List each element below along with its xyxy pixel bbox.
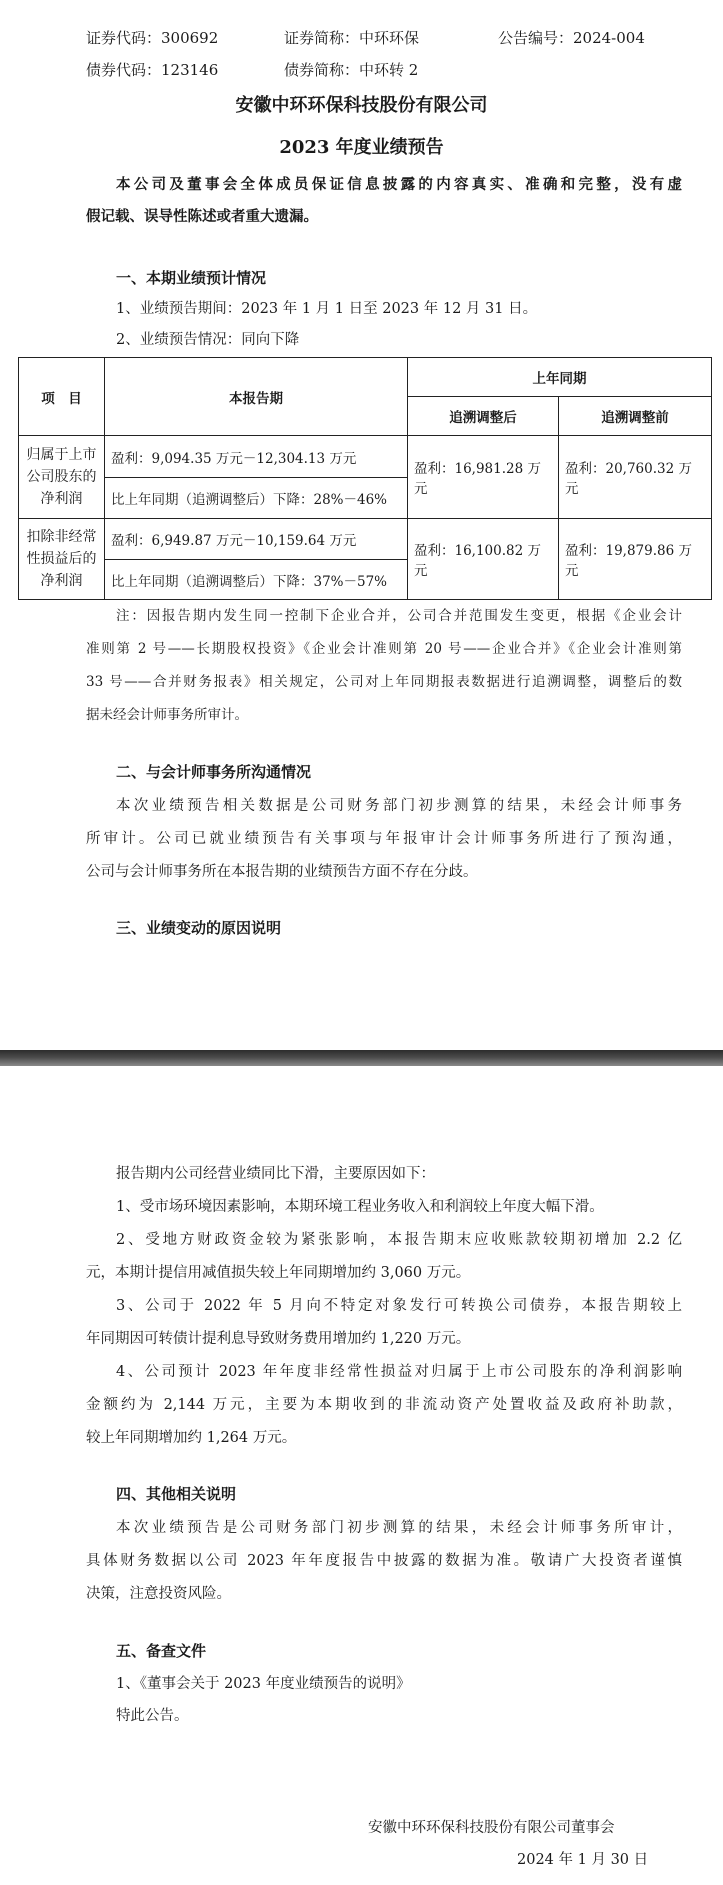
notice-number: 公告编号：2024-004 xyxy=(498,29,645,47)
reference-document: 1、《董事会关于 2023 年度业绩预告的说明》 xyxy=(116,1676,411,1692)
stock-code: 证券代码：300692 xyxy=(86,29,219,47)
reason-4-line-2: 金额约为 2,144 万元，主要为本期收到的非流动资产处置收益及政府补助款， xyxy=(86,1397,682,1413)
reason-3-line-1: 3、公司于 2022 年 5 月向不特定对象发行可转换公司债券，本报告期较上 xyxy=(116,1298,682,1314)
current-profit: 盈利：9,094.35 万元－12,304.13 万元 xyxy=(105,436,408,478)
note-line-1: 注：因报告期内发生同一控制下企业合并，公司合并范围发生变更，根据《企业会计 xyxy=(116,608,682,624)
adjusted-after-value: 盈利：16,981.28 万元 xyxy=(408,436,559,519)
forecast-period: 1、业绩预告期间：2023 年 1 月 1 日至 2023 年 12 月 31 日。 xyxy=(116,301,538,317)
table-row xyxy=(19,519,712,560)
performance-table xyxy=(18,357,712,600)
header-adjusted-after: 追溯调整后 xyxy=(408,397,559,436)
stock-name: 证券简称：中环环保 xyxy=(284,29,420,47)
row-item-line: 归属于上市 xyxy=(26,447,97,463)
header-last-year: 上年同期 xyxy=(408,358,712,397)
declaration-line-2: 假记载、误导性陈述或者重大遗漏。 xyxy=(86,208,318,225)
row-item-line: 扣除非经常 xyxy=(26,529,97,545)
reason-1: 1、受市场环境因素影响，本期环境工程业务收入和利润较上年度大幅下滑。 xyxy=(116,1199,604,1215)
section-4-heading: 四、其他相关说明 xyxy=(116,1485,237,1503)
page-separator xyxy=(0,1050,723,1066)
row-item-line: 公司股东的 xyxy=(26,469,97,485)
section-4-line-3: 决策，注意投资风险。 xyxy=(86,1586,231,1602)
section-3-heading: 三、业绩变动的原因说明 xyxy=(116,919,282,937)
signature-date: 2024 年 1 月 30 日 xyxy=(517,1852,649,1868)
section-2-line-2: 所审计。公司已就业绩预告有关事项与年报审计会计师事务所进行了预沟通， xyxy=(86,831,682,847)
current-profit: 盈利：6,949.87 万元－10,159.64 万元 xyxy=(105,519,408,560)
closing-statement: 特此公告。 xyxy=(116,1708,189,1724)
change-rate: 比上年同期（追溯调整后）下降：28%－46% xyxy=(105,478,408,519)
header-item: 项 目 xyxy=(19,358,105,436)
document-title: 2023 年度业绩预告 xyxy=(279,137,444,158)
section-4-line-1: 本次业绩预告是公司财务部门初步测算的结果，未经会计师事务所审计， xyxy=(116,1520,682,1536)
document-page-2 xyxy=(0,1066,723,1885)
row-item-line: 净利润 xyxy=(40,491,83,507)
bond-name: 债券简称：中环转 2 xyxy=(284,61,419,79)
note-line-4: 据未经会计师事务所审计。 xyxy=(86,707,248,723)
adjusted-before-value: 盈利：20,760.32 万元 xyxy=(559,436,712,519)
header-adjusted-before: 追溯调整前 xyxy=(559,397,712,436)
section-1-heading: 一、本期业绩预计情况 xyxy=(116,269,267,287)
row-item xyxy=(19,519,105,600)
row-item xyxy=(19,436,105,519)
adjusted-after-value: 盈利：16,100.82 万元 xyxy=(408,519,559,600)
header-current-period: 本报告期 xyxy=(105,358,408,436)
reason-4-line-3: 较上年同期增加约 1,264 万元。 xyxy=(86,1430,297,1446)
section-2-heading: 二、与会计师事务所沟通情况 xyxy=(116,763,312,781)
forecast-type: 2、业绩预告情况：同向下降 xyxy=(116,332,300,348)
reason-3-line-2: 年同期因可转债计提利息导致财务费用增加约 1,220 万元。 xyxy=(86,1331,471,1347)
declaration-line-1: 本公司及董事会全体成员保证信息披露的内容真实、准确和完整，没有虚 xyxy=(116,176,682,193)
reason-4-line-1: 4、公司预计 2023 年年度非经常性损益对归属于上市公司股东的净利润影响 xyxy=(116,1364,682,1380)
reason-2-line-1: 2、受地方财政资金较为紧张影响，本报告期末应收账款较期初增加 2.2 亿 xyxy=(116,1232,682,1248)
table-row xyxy=(19,436,712,478)
signature-org: 安徽中环环保科技股份有限公司董事会 xyxy=(368,1820,615,1836)
note-line-2: 准则第 2 号——长期股权投资》《企业会计准则第 20 号——企业合并》《企业会计准则第 xyxy=(86,641,682,657)
reason-intro: 报告期内公司经营业绩同比下滑，主要原因如下： xyxy=(116,1166,435,1182)
row-item-line: 净利润 xyxy=(40,573,83,589)
section-4-line-2: 具体财务数据以公司 2023 年年度报告中披露的数据为准。敬请广大投资者谨慎 xyxy=(86,1553,682,1569)
section-2-line-1: 本次业绩预告相关数据是公司财务部门初步测算的结果，未经会计师事务 xyxy=(116,798,682,814)
row-item-line: 性损益后的 xyxy=(26,551,97,567)
note-line-3: 33 号——合并财务报表》相关规定，公司对上年同期报表数据进行追溯调整，调整后的数 xyxy=(86,674,682,690)
reason-2-line-2: 元，本期计提信用减值损失较上年同期增加约 3,060 万元。 xyxy=(86,1265,471,1281)
bond-code: 债券代码：123146 xyxy=(86,61,219,79)
adjusted-before-value: 盈利：19,879.86 万元 xyxy=(559,519,712,600)
section-2-line-3: 公司与会计师事务所在本报告期的业绩预告方面不存在分歧。 xyxy=(86,864,478,880)
section-5-heading: 五、备查文件 xyxy=(116,1642,207,1660)
company-name: 安徽中环环保科技股份有限公司 xyxy=(235,95,488,116)
change-rate: 比上年同期（追溯调整后）下降：37%－57% xyxy=(105,560,408,600)
